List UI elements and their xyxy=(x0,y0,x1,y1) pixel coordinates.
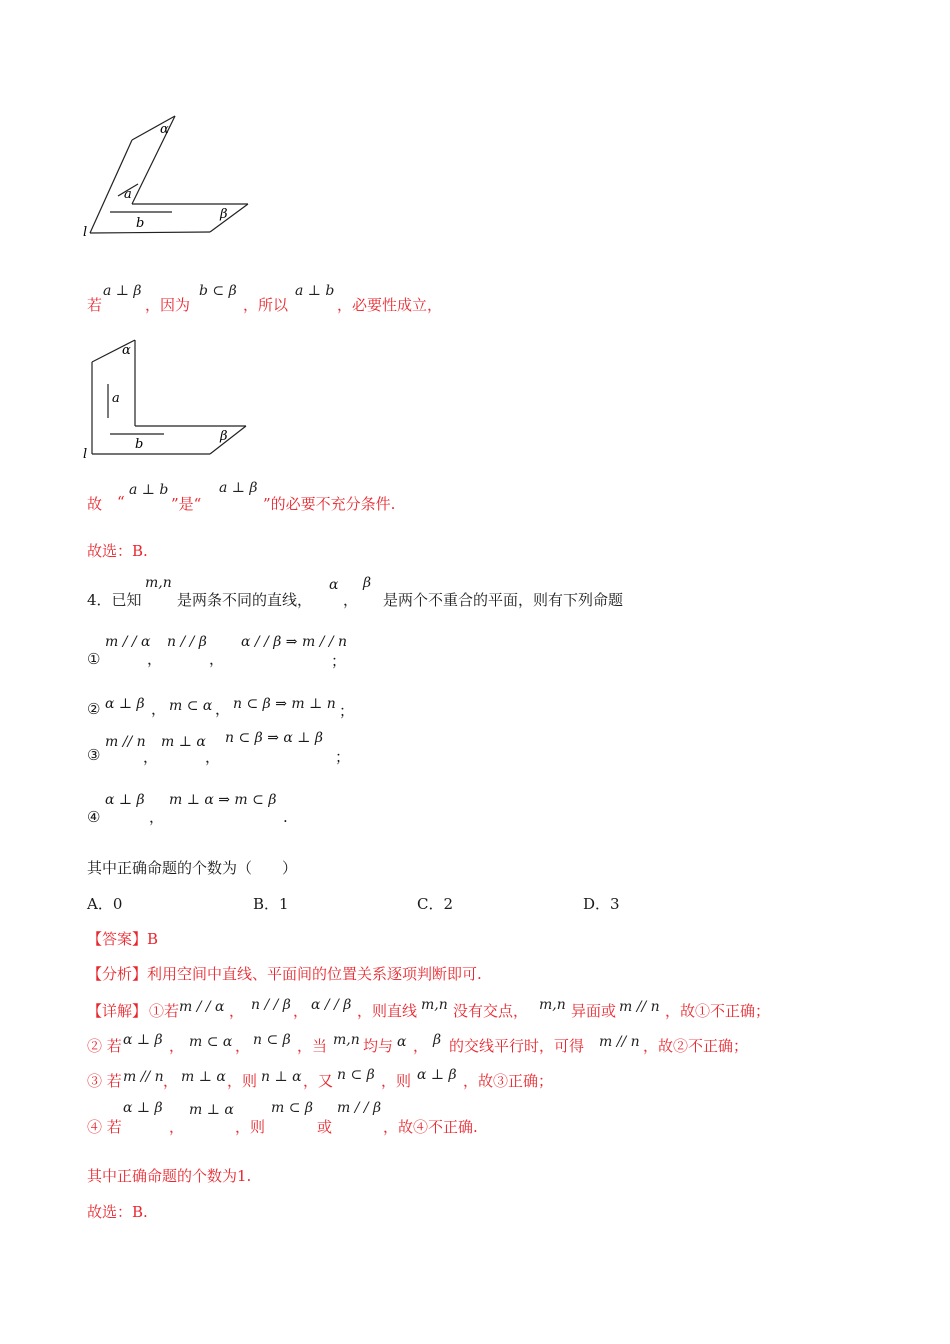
d2-7: m,n xyxy=(333,1032,360,1048)
proposition-3 xyxy=(87,730,387,770)
necessity-line xyxy=(87,283,587,323)
option-b[interactable]: B．1 xyxy=(253,895,289,913)
d4-8: ，故④不正确. xyxy=(383,1118,478,1136)
prop1-sep2: ， xyxy=(209,650,225,668)
prop1-p3: α / / β ⇒ m / / n xyxy=(241,634,348,650)
prop4-sep1: ， xyxy=(149,808,165,826)
analysis-line xyxy=(87,963,482,984)
d1-7: m,n xyxy=(421,997,448,1013)
d3-4: ，则 xyxy=(227,1072,258,1090)
necessity-so: ，所以 xyxy=(243,296,289,314)
fig2-label-beta: β xyxy=(220,429,228,444)
question-alpha: α xyxy=(329,577,339,593)
d1-10: 异面或 xyxy=(571,1002,617,1020)
d3-2: ， xyxy=(163,1072,179,1090)
detail-line-1 xyxy=(87,997,807,1023)
d3-1: m // n xyxy=(123,1069,164,1085)
option-d[interactable]: D．3 xyxy=(583,895,620,913)
prop2-p1: α ⊥ β xyxy=(105,696,145,712)
d4-6: 或 xyxy=(317,1118,333,1136)
d4-2: ， xyxy=(169,1118,185,1136)
d1-5: α / / β xyxy=(311,997,352,1013)
d1-3: n / / β xyxy=(251,997,291,1013)
prop1-sep1: ， xyxy=(147,650,163,668)
fig1-label-l: l xyxy=(83,225,88,240)
d1-9: m,n xyxy=(539,997,566,1013)
conclusion-mid: ”是“ xyxy=(171,495,202,513)
fig2-label-alpha: α xyxy=(122,343,131,358)
necessity-prefix: 若 xyxy=(87,296,103,314)
prop1-p1: m / / α xyxy=(105,634,151,650)
necessity-subset: b ⊂ β xyxy=(199,283,237,299)
figure-1-diagram xyxy=(80,108,260,243)
prop2-sep2: ， xyxy=(215,700,231,718)
d3-6: ，又 xyxy=(303,1072,334,1090)
detail-line-4 xyxy=(87,1100,807,1140)
question-4-stem xyxy=(87,575,787,609)
prop4-p2: m ⊥ α ⇒ m ⊂ β xyxy=(169,792,277,808)
answer-value: B xyxy=(147,930,159,948)
prop2-sep1: ， xyxy=(151,700,167,718)
fig2-label-b: b xyxy=(135,437,144,452)
d1-0: ①若 xyxy=(149,1002,180,1020)
necessity-result: a ⊥ b xyxy=(295,283,335,299)
final-answer: 故选：B. xyxy=(87,1203,148,1221)
d2-8: 均与 xyxy=(363,1037,394,1055)
prop4-p1: α ⊥ β xyxy=(105,792,145,808)
prop3-end: ； xyxy=(335,748,351,766)
d2-2: ， xyxy=(169,1037,185,1055)
prop3-sep2: ， xyxy=(205,748,221,766)
prop3-p2: m ⊥ α xyxy=(161,734,206,750)
d2-3: m ⊂ α xyxy=(189,1034,233,1050)
count-value: 1. xyxy=(237,1167,252,1185)
d2-6: ，当 xyxy=(297,1037,328,1055)
option-a[interactable]: A．0 xyxy=(87,895,123,913)
d4-4: ，则 xyxy=(235,1118,266,1136)
prop2-p3: n ⊂ β ⇒ m ⊥ n xyxy=(233,696,336,712)
prop3-sep1: ， xyxy=(143,748,159,766)
answer-tag: 【答案】 xyxy=(87,930,148,948)
conclusion-tail: ”的必要不充分条件. xyxy=(263,495,396,513)
answer-line xyxy=(87,928,158,949)
question-vars: m,n xyxy=(145,575,172,591)
count-text: 其中正确命题的个数为 xyxy=(87,1167,238,1185)
question-number: 4．已知 xyxy=(87,591,142,609)
figure-2-diagram xyxy=(80,332,260,462)
proposition-4 xyxy=(87,790,387,830)
conclusion-quote-open: “ xyxy=(117,493,125,511)
question-ask: 其中正确命题的个数为（ ） xyxy=(87,859,298,877)
d3-8: ，则 xyxy=(381,1072,412,1090)
prop2-p2: m ⊂ α xyxy=(169,698,213,714)
fig1-label-beta: β xyxy=(220,207,228,222)
d1-2: ， xyxy=(229,1002,245,1020)
d2-10: ， xyxy=(413,1037,429,1055)
necessity-because: ，因为 xyxy=(145,296,191,314)
proposition-2 xyxy=(87,694,387,724)
d2-5: n ⊂ β xyxy=(253,1032,291,1048)
question-beta: β xyxy=(363,575,372,591)
prop2-end: ； xyxy=(339,702,355,720)
d4-5: m ⊂ β xyxy=(271,1100,313,1116)
prop1-p2: n / / β xyxy=(167,634,207,650)
fig1-label-b: b xyxy=(136,216,145,231)
d1-11: m // n xyxy=(619,999,660,1015)
proposition-1 xyxy=(87,632,387,672)
question-text2: 是两个不重合的平面，则有下列命题 xyxy=(383,591,624,609)
fig2-label-l: l xyxy=(83,447,88,462)
d2-12: 的交线平行时，可得 xyxy=(449,1037,585,1055)
detail-line-2 xyxy=(87,1032,807,1058)
detail-line-3 xyxy=(87,1067,807,1093)
conclusion-expr2: a ⊥ β xyxy=(219,480,258,496)
d2-1: α ⊥ β xyxy=(123,1032,163,1048)
d3-9: α ⊥ β xyxy=(417,1067,457,1083)
conclusion-prefix: 故 xyxy=(87,495,103,513)
d4-3: m ⊥ α xyxy=(189,1102,234,1118)
d4-0: ④ 若 xyxy=(87,1118,122,1136)
count-line xyxy=(87,1165,251,1186)
prop3-p1: m // n xyxy=(105,734,146,750)
d1-8: 没有交点， xyxy=(453,1002,529,1020)
d1-4: ， xyxy=(293,1002,309,1020)
d4-7: m / / β xyxy=(337,1100,382,1116)
analysis-tag: 【分析】 xyxy=(87,965,148,983)
d2-9: α xyxy=(397,1034,407,1050)
prop3-p3: n ⊂ β ⇒ α ⊥ β xyxy=(225,730,323,746)
d3-7: n ⊂ β xyxy=(337,1067,375,1083)
d3-3: m ⊥ α xyxy=(181,1069,226,1085)
d4-1: α ⊥ β xyxy=(123,1100,163,1116)
prop3-mark: ③ xyxy=(87,746,101,764)
d1-6: ，则直线 xyxy=(357,1002,418,1020)
prop4-end: . xyxy=(283,808,288,826)
question-comma: ， xyxy=(343,591,359,609)
d3-0: ③ 若 xyxy=(87,1072,122,1090)
fig1-label-alpha: α xyxy=(160,122,169,137)
detail-tag: 【详解】 xyxy=(87,1002,148,1020)
question-text1: 是两条不同的直线， xyxy=(177,591,313,609)
analysis-text: 利用空间中直线、平面间的位置关系逐项判断即可. xyxy=(147,965,482,983)
fig2-label-a: a xyxy=(112,391,120,406)
conclusion-line xyxy=(87,478,587,518)
d2-11: β xyxy=(433,1032,442,1048)
necessity-cond: a ⊥ β xyxy=(103,283,142,299)
fig1-plane-beta-right xyxy=(210,204,248,232)
conclusion-expr1: a ⊥ b xyxy=(129,482,169,498)
prop4-mark: ④ xyxy=(87,808,101,826)
prev-answer: 故选：B. xyxy=(87,542,148,560)
fig1-label-a: a xyxy=(124,187,132,202)
d2-4: ， xyxy=(235,1037,251,1055)
d2-13: m // n xyxy=(599,1034,640,1050)
necessity-tail: ，必要性成立， xyxy=(337,296,443,314)
d3-5: n ⊥ α xyxy=(261,1069,302,1085)
option-c[interactable]: C．2 xyxy=(417,895,454,913)
prop1-mark: ① xyxy=(87,650,101,668)
fig2-plane-beta-right xyxy=(210,426,246,454)
d2-14: ，故②不正确； xyxy=(643,1037,749,1055)
fig1-plane-beta-bottom xyxy=(90,232,210,233)
d3-10: ，故③正确； xyxy=(463,1072,554,1090)
d1-1: m / / α xyxy=(179,999,225,1015)
prop1-end: ； xyxy=(331,652,347,670)
prop2-mark: ② xyxy=(87,700,101,718)
d1-12: ，故①不正确； xyxy=(665,1002,771,1020)
d2-0: ② 若 xyxy=(87,1037,122,1055)
